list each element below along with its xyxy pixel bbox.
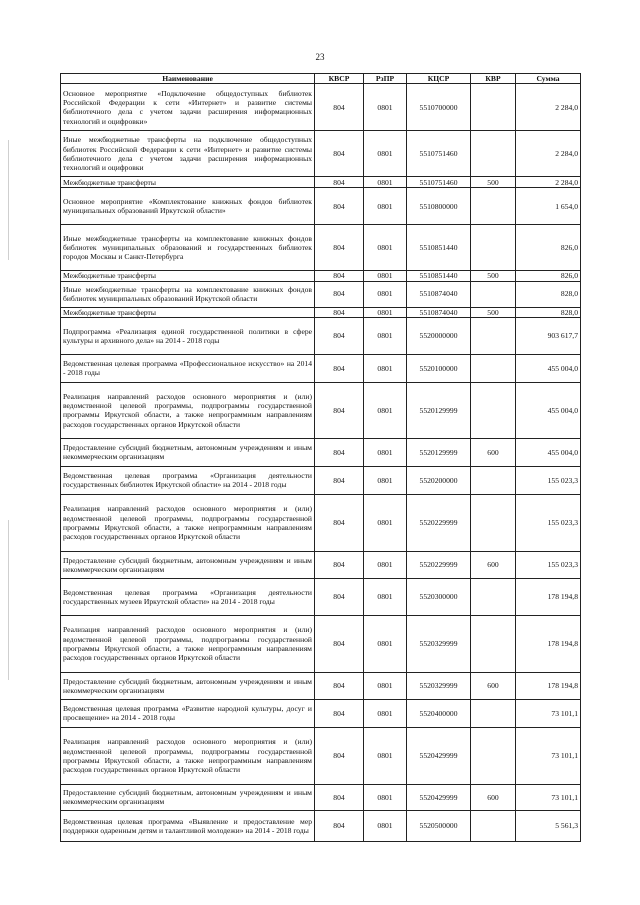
- table-row: [61, 317, 581, 354]
- table-row: [61, 466, 581, 494]
- row-name: Реализация направлений расходов основного мероприятия и (или) ведомственной целевой программы, подпрограммы государственной программы Иркутской области, а также непрограммным направлениям расходов государственных органов Иркутской области: [61, 494, 315, 551]
- table-row: [61, 225, 581, 271]
- row-name: Основное мероприятие «Комплектование книжных фондов библиотек муниципальных образований Иркутской области»: [61, 188, 315, 225]
- row-rzpr: 0801: [364, 551, 407, 578]
- row-kcsr: 5520329999: [407, 672, 471, 699]
- table-row: [61, 810, 581, 841]
- row-sum: 903 617,7: [516, 317, 581, 354]
- table-row: [61, 84, 581, 131]
- row-sum: 828,0: [516, 307, 581, 317]
- row-kcsr: 5520300000: [407, 578, 471, 615]
- row-kcsr: 5520129999: [407, 438, 471, 466]
- row-kvr: [471, 131, 516, 177]
- header-kcsr: КЦСР: [407, 74, 471, 84]
- row-name: Подпрограмма «Реализация единой государственной политики в сфере культуры и архивного дела» на 2014 - 2018 годы: [61, 317, 315, 354]
- row-name: Иные межбюджетные трансферты на комплектование книжных фондов библиотек муниципальных образований Иркутской области: [61, 281, 315, 307]
- row-rzpr: 0801: [364, 494, 407, 551]
- row-rzpr: 0801: [364, 578, 407, 615]
- row-kcsr: 5520000000: [407, 317, 471, 354]
- row-sum: 155 023,3: [516, 466, 581, 494]
- row-rzpr: 0801: [364, 784, 407, 810]
- row-name: Ведомственная целевая программа «Организация деятельности государственных музеев Иркутской области» на 2014 - 2018 годы: [61, 578, 315, 615]
- row-kvsr: 804: [315, 225, 364, 271]
- row-kcsr: 5510874040: [407, 307, 471, 317]
- row-rzpr: 0801: [364, 177, 407, 188]
- row-kvr: [471, 317, 516, 354]
- table-row: [61, 131, 581, 177]
- row-kvr: [471, 354, 516, 382]
- row-kvsr: 804: [315, 131, 364, 177]
- row-rzpr: 0801: [364, 188, 407, 225]
- row-kvsr: 804: [315, 615, 364, 672]
- row-rzpr: 0801: [364, 354, 407, 382]
- table-row: [61, 727, 581, 784]
- row-kvr: [471, 281, 516, 307]
- row-kvr: 600: [471, 438, 516, 466]
- table-header: [61, 74, 581, 84]
- row-kvsr: 804: [315, 672, 364, 699]
- row-kcsr: 5510751460: [407, 131, 471, 177]
- row-rzpr: 0801: [364, 307, 407, 317]
- row-rzpr: 0801: [364, 727, 407, 784]
- row-rzpr: 0801: [364, 615, 407, 672]
- row-kvsr: 804: [315, 281, 364, 307]
- row-rzpr: 0801: [364, 810, 407, 841]
- table-row: [61, 177, 581, 188]
- row-kcsr: 5520229999: [407, 494, 471, 551]
- row-sum: 5 561,3: [516, 810, 581, 841]
- row-sum: 2 284,0: [516, 131, 581, 177]
- row-kvsr: 804: [315, 699, 364, 727]
- table-row: [61, 382, 581, 438]
- scan-edge-mark: [8, 520, 9, 680]
- row-sum: 178 194,8: [516, 578, 581, 615]
- row-kvr: 500: [471, 177, 516, 188]
- row-rzpr: 0801: [364, 672, 407, 699]
- row-rzpr: 0801: [364, 131, 407, 177]
- row-kvsr: 804: [315, 727, 364, 784]
- row-sum: 455 004,0: [516, 438, 581, 466]
- table-row: [61, 354, 581, 382]
- budget-table: [60, 73, 581, 842]
- row-name: Иные межбюджетные трансферты на подключение общедоступных библиотек Российской Федерации к сети «Интернет» и развитие системы библиотечного дела с учетом задачи расширения информационных технологий и оцифровки: [61, 131, 315, 177]
- row-name: Реализация направлений расходов основного мероприятия и (или) ведомственной целевой программы, подпрограммы государственной программы Иркутской области, а также непрограммным направлениям расходов государственных органов Иркутской области: [61, 382, 315, 438]
- table-row: [61, 307, 581, 317]
- row-rzpr: 0801: [364, 382, 407, 438]
- row-kvsr: 804: [315, 188, 364, 225]
- table-row: [61, 438, 581, 466]
- row-kcsr: 5510700000: [407, 84, 471, 131]
- row-kcsr: 5510851440: [407, 225, 471, 271]
- row-kvsr: 804: [315, 810, 364, 841]
- row-rzpr: 0801: [364, 466, 407, 494]
- row-kcsr: 5520200000: [407, 466, 471, 494]
- row-sum: 455 004,0: [516, 382, 581, 438]
- row-name: Реализация направлений расходов основного мероприятия и (или) ведомственной целевой программы, подпрограммы государственной программы Иркутской области, а также непрограммным направлениям расходов государственных органов Иркутской области: [61, 727, 315, 784]
- row-sum: 73 101,1: [516, 699, 581, 727]
- row-kvsr: 804: [315, 84, 364, 131]
- row-sum: 828,0: [516, 281, 581, 307]
- table-row: [61, 578, 581, 615]
- row-rzpr: 0801: [364, 281, 407, 307]
- row-kcsr: 5520429999: [407, 727, 471, 784]
- table-row: [61, 615, 581, 672]
- row-kvr: 500: [471, 307, 516, 317]
- row-rzpr: 0801: [364, 271, 407, 281]
- row-rzpr: 0801: [364, 317, 407, 354]
- row-sum: 1 654,0: [516, 188, 581, 225]
- row-kvsr: 804: [315, 494, 364, 551]
- row-sum: 73 101,1: [516, 784, 581, 810]
- row-name: Межбюджетные трансферты: [61, 271, 315, 281]
- header-name: Наименование: [61, 74, 315, 84]
- row-kcsr: 5510851440: [407, 271, 471, 281]
- row-kvr: 600: [471, 784, 516, 810]
- row-name: Ведомственная целевая программа «Развитие народной культуры, досуг и просвещение» на 2014 - 2018 годы: [61, 699, 315, 727]
- row-kvr: [471, 578, 516, 615]
- table-row: [61, 699, 581, 727]
- row-sum: 826,0: [516, 225, 581, 271]
- row-kcsr: 5510800000: [407, 188, 471, 225]
- row-kvr: [471, 810, 516, 841]
- table-row: [61, 551, 581, 578]
- row-kvsr: 804: [315, 177, 364, 188]
- row-name: Предоставление субсидий бюджетным, автономным учреждениям и иным некоммерческим организациям: [61, 438, 315, 466]
- row-name: Предоставление субсидий бюджетным, автономным учреждениям и иным некоммерческим организациям: [61, 784, 315, 810]
- row-kcsr: 5520400000: [407, 699, 471, 727]
- row-kvr: 600: [471, 672, 516, 699]
- row-sum: 178 194,8: [516, 615, 581, 672]
- row-name: Межбюджетные трансферты: [61, 177, 315, 188]
- row-name: Ведомственная целевая программа «Профессиональное искусство» на 2014 - 2018 годы: [61, 354, 315, 382]
- header-sum: Сумма: [516, 74, 581, 84]
- row-name: Реализация направлений расходов основного мероприятия и (или) ведомственной целевой программы, подпрограммы государственной программы Иркутской области, а также непрограммным направлениям расходов государственных органов Иркутской области: [61, 615, 315, 672]
- row-sum: 155 023,3: [516, 551, 581, 578]
- header-kvr: КВР: [471, 74, 516, 84]
- table-row: [61, 784, 581, 810]
- row-kvr: 600: [471, 551, 516, 578]
- row-kvr: [471, 699, 516, 727]
- row-kvsr: 804: [315, 466, 364, 494]
- row-kcsr: 5520100000: [407, 354, 471, 382]
- row-sum: 178 194,8: [516, 672, 581, 699]
- page-number: 23: [315, 52, 325, 62]
- table-row: [61, 672, 581, 699]
- row-sum: 2 284,0: [516, 177, 581, 188]
- row-kvr: [471, 615, 516, 672]
- row-kvsr: 804: [315, 354, 364, 382]
- row-kcsr: 5510751460: [407, 177, 471, 188]
- row-rzpr: 0801: [364, 438, 407, 466]
- row-kvr: [471, 494, 516, 551]
- row-kcsr: 5520129999: [407, 382, 471, 438]
- row-kcsr: 5520329999: [407, 615, 471, 672]
- row-kcsr: 5520429999: [407, 784, 471, 810]
- row-kvsr: 804: [315, 784, 364, 810]
- row-kvr: [471, 382, 516, 438]
- scan-edge-mark: [8, 140, 9, 260]
- row-kvsr: 804: [315, 578, 364, 615]
- row-kvsr: 804: [315, 271, 364, 281]
- row-kvr: [471, 225, 516, 271]
- row-name: Ведомственная целевая программа «Организация деятельности государственных библиотек Иркутской области» на 2014 - 2018 годы: [61, 466, 315, 494]
- row-name: Предоставление субсидий бюджетным, автономным учреждениям и иным некоммерческим организациям: [61, 551, 315, 578]
- row-kcsr: 5520229999: [407, 551, 471, 578]
- table-body: [61, 84, 581, 842]
- row-kcsr: 5520500000: [407, 810, 471, 841]
- row-sum: 2 284,0: [516, 84, 581, 131]
- header-row: [61, 74, 581, 84]
- table-row: [61, 271, 581, 281]
- row-rzpr: 0801: [364, 84, 407, 131]
- header-rzpr: РзПР: [364, 74, 407, 84]
- row-kcsr: 5510874040: [407, 281, 471, 307]
- row-kvsr: 804: [315, 382, 364, 438]
- row-sum: 455 004,0: [516, 354, 581, 382]
- row-name: Межбюджетные трансферты: [61, 307, 315, 317]
- table-row: [61, 281, 581, 307]
- row-sum: 826,0: [516, 271, 581, 281]
- row-kvr: [471, 727, 516, 784]
- row-kvsr: 804: [315, 307, 364, 317]
- table-row: [61, 494, 581, 551]
- row-kvsr: 804: [315, 551, 364, 578]
- row-kvr: [471, 466, 516, 494]
- row-kvsr: 804: [315, 317, 364, 354]
- row-kvsr: 804: [315, 438, 364, 466]
- row-kvr: 500: [471, 271, 516, 281]
- row-name: Основное мероприятие «Подключение общедоступных библиотек Российской Федерации к сети «Интернет» и развитие системы библиотечного дела с учетом задачи расширения информационных технологий и оцифровки»: [61, 84, 315, 131]
- row-kvr: [471, 84, 516, 131]
- row-rzpr: 0801: [364, 225, 407, 271]
- row-sum: 73 101,1: [516, 727, 581, 784]
- row-name: Иные межбюджетные трансферты на комплектование книжных фондов библиотек муниципальных образований и государственных библиотек городов Москвы и Санкт-Петербурга: [61, 225, 315, 271]
- row-name: Ведомственная целевая программа «Выявление и предоставление мер поддержки одаренным детям и талантливой молодежи» на 2014 - 2018 годы: [61, 810, 315, 841]
- row-sum: 155 023,3: [516, 494, 581, 551]
- row-kvr: [471, 188, 516, 225]
- row-rzpr: 0801: [364, 699, 407, 727]
- row-name: Предоставление субсидий бюджетным, автономным учреждениям и иным некоммерческим организациям: [61, 672, 315, 699]
- table-row: [61, 188, 581, 225]
- header-kvsr: КВСР: [315, 74, 364, 84]
